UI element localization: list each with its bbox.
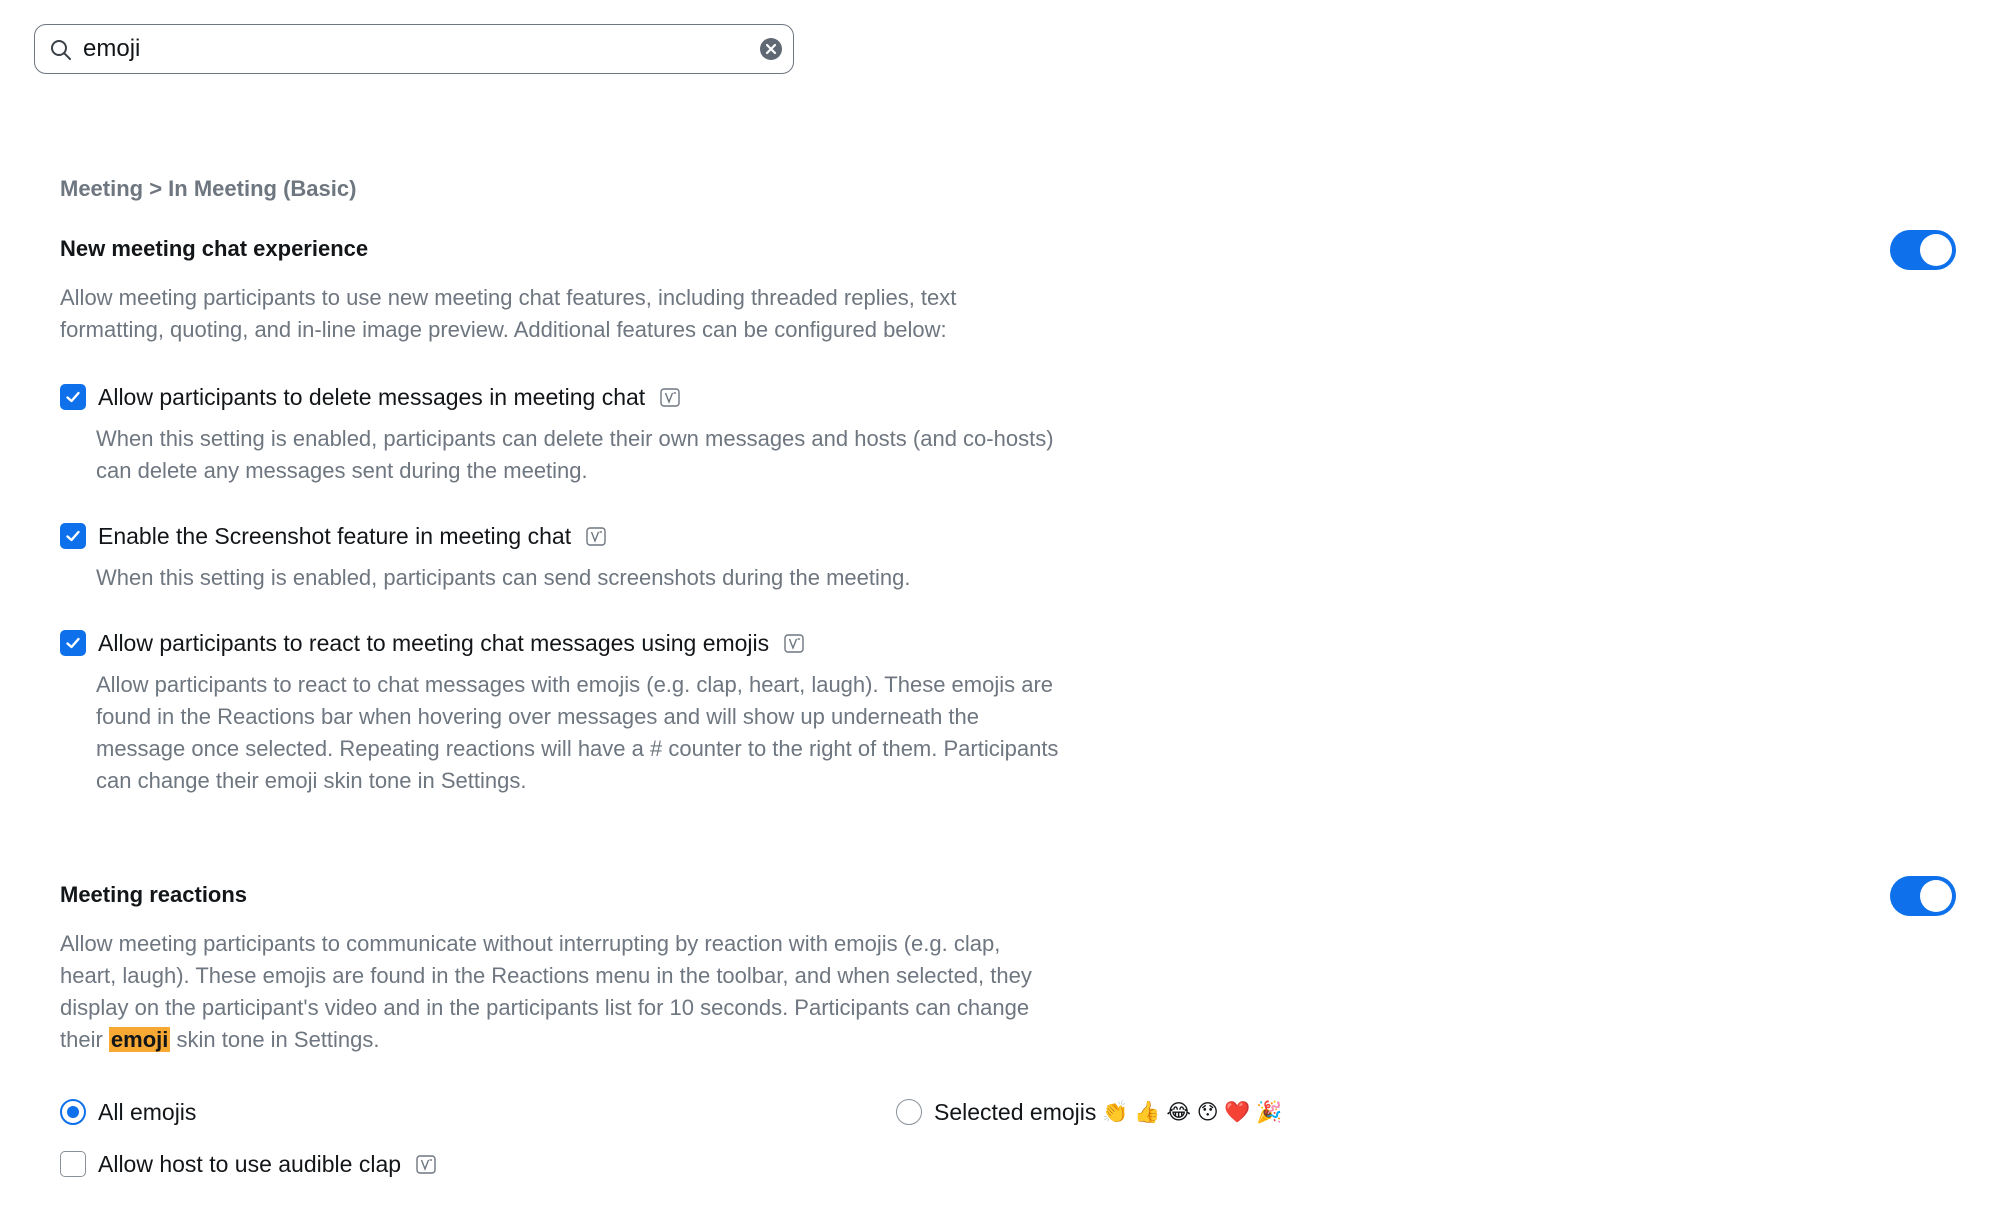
screenshot-desc-line-1: When this setting is enabled, participants can send screenshots during the meeting. xyxy=(96,565,911,590)
toggle-knob xyxy=(1920,880,1952,912)
option-screenshot[interactable] xyxy=(60,521,607,551)
audible-clap-label: Allow host to use audible clap xyxy=(98,1150,402,1177)
react-emojis-checkbox[interactable] xyxy=(60,630,86,656)
reactions-desc-line-3: display on the participant's video and in the participants list for 10 seconds. Participants can change xyxy=(60,995,1030,1020)
audible-clap-checkbox[interactable] xyxy=(60,1151,86,1177)
screenshot-checkbox[interactable] xyxy=(60,523,86,549)
screenshot-description xyxy=(96,562,910,594)
lock-setting-icon[interactable] xyxy=(585,525,607,547)
selected-emojis-radio[interactable] xyxy=(896,1099,922,1125)
selected-emojis-label: Selected emojis xyxy=(934,1098,1097,1125)
checkmark-icon xyxy=(64,527,82,545)
delete-desc-line-2: can delete any messages sent during the meeting. xyxy=(96,458,588,483)
option-audible-clap[interactable] xyxy=(60,1149,437,1179)
chat-setting-title: New meeting chat experience xyxy=(60,236,369,261)
radio-selected-emojis[interactable] xyxy=(896,1097,1283,1127)
reactions-setting-title: Meeting reactions xyxy=(60,882,248,907)
chat-desc-line-1: Allow meeting participants to use new meeting chat features, including threaded replies, text xyxy=(60,285,957,310)
checkmark-icon xyxy=(64,634,82,652)
react-desc-line-2: found in the Reactions bar when hovering over messages and will show up underneath the xyxy=(96,704,979,729)
delete-messages-description xyxy=(96,423,1054,487)
toggle-knob xyxy=(1920,234,1952,266)
delete-messages-checkbox[interactable] xyxy=(60,384,86,410)
reactions-desc-line-4-after: skin tone in Settings. xyxy=(170,1027,380,1052)
react-emojis-label: Allow participants to react to meeting chat messages using emojis xyxy=(98,629,770,656)
react-desc-line-3: message once selected. Repeating reactions will have a # counter to the right of them. Participants xyxy=(96,736,1059,761)
selected-emojis-preview: 👏 👍 😂 😯 ❤️ 🎉 xyxy=(1102,1100,1283,1124)
reactions-setting-description xyxy=(60,928,1032,1056)
lock-setting-icon[interactable] xyxy=(783,632,805,654)
search-highlight: emoji xyxy=(110,1027,169,1052)
chat-desc-line-2: formatting, quoting, and in-line image preview. Additional features can be configured below: xyxy=(60,317,947,342)
all-emojis-radio[interactable] xyxy=(60,1099,86,1125)
reactions-desc-line-2: heart, laugh). These emojis are found in the Reactions menu in the toolbar, and when selected, they xyxy=(60,963,1032,988)
clear-search-icon[interactable] xyxy=(759,37,783,61)
search-icon xyxy=(49,38,73,62)
search-input[interactable] xyxy=(83,34,723,64)
delete-messages-label: Allow participants to delete messages in meeting chat xyxy=(98,383,646,410)
reactions-desc-line-4-before: their xyxy=(60,1027,109,1052)
reactions-desc-line-1: Allow meeting participants to communicate without interrupting by reaction with emojis (e.g. clap, xyxy=(60,931,1001,956)
react-desc-line-1: Allow participants to react to chat messages with emojis (e.g. clap, heart, laugh). These emojis are xyxy=(96,672,1054,697)
screenshot-label: Enable the Screenshot feature in meeting chat xyxy=(98,522,572,549)
radio-all-emojis[interactable] xyxy=(60,1097,196,1127)
option-delete-messages[interactable] xyxy=(60,382,681,412)
react-emojis-description xyxy=(96,669,1058,797)
delete-desc-line-1: When this setting is enabled, participants can delete their own messages and hosts (and co-hosts) xyxy=(96,426,1054,451)
all-emojis-label: All emojis xyxy=(98,1098,197,1125)
chat-setting-description xyxy=(60,282,956,346)
checkmark-icon xyxy=(64,388,82,406)
chat-setting-toggle[interactable] xyxy=(1890,230,1956,270)
react-desc-line-4: can change their emoji skin tone in Settings. xyxy=(96,768,527,793)
breadcrumb: Meeting > In Meeting (Basic) xyxy=(60,176,357,201)
option-react-emojis[interactable] xyxy=(60,628,805,658)
reactions-setting-toggle[interactable] xyxy=(1890,876,1956,916)
lock-setting-icon[interactable] xyxy=(415,1153,437,1175)
lock-setting-icon[interactable] xyxy=(659,386,681,408)
search-box[interactable] xyxy=(34,24,794,74)
